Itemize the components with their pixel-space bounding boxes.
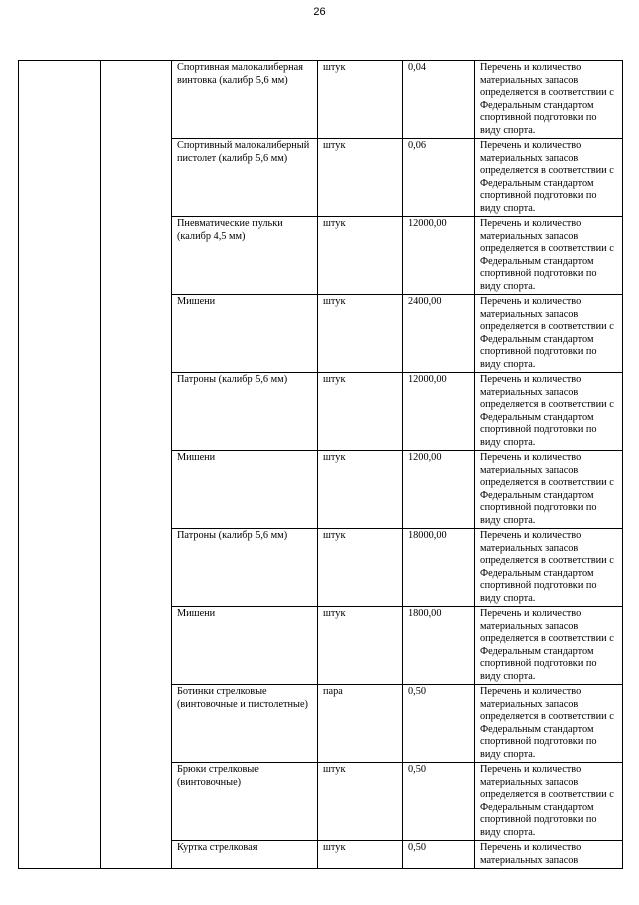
item-unit-cell: штук xyxy=(318,217,403,295)
item-unit-cell: штук xyxy=(318,61,403,139)
item-note-cell: Перечень и количество материальных запасов определяется в соответствии с Федеральным стандартом спортивной подготовки по виду спорта. xyxy=(475,763,623,841)
item-name-cell: Спортивная малокалиберная винтовка (калибр 5,6 мм) xyxy=(172,61,318,139)
item-unit-cell: штук xyxy=(318,139,403,217)
item-quantity-cell: 1800,00 xyxy=(403,607,475,685)
item-note-cell: Перечень и количество материальных запасов xyxy=(475,841,623,869)
item-unit-cell: штук xyxy=(318,295,403,373)
item-unit-cell: штук xyxy=(318,373,403,451)
item-quantity-cell: 0,04 xyxy=(403,61,475,139)
item-name-cell: Мишени xyxy=(172,295,318,373)
item-quantity-cell: 0,50 xyxy=(403,763,475,841)
empty-column-cell xyxy=(101,61,172,869)
item-name-cell: Пневматические пульки (калибр 4,5 мм) xyxy=(172,217,318,295)
item-quantity-cell: 12000,00 xyxy=(403,373,475,451)
item-unit-cell: штук xyxy=(318,607,403,685)
item-note-cell: Перечень и количество материальных запасов определяется в соответствии с Федеральным стандартом спортивной подготовки по виду спорта. xyxy=(475,295,623,373)
item-note-cell: Перечень и количество материальных запасов определяется в соответствии с Федеральным стандартом спортивной подготовки по виду спорта. xyxy=(475,217,623,295)
empty-column-cell xyxy=(19,61,101,869)
item-note-cell: Перечень и количество материальных запасов определяется в соответствии с Федеральным стандартом спортивной подготовки по виду спорта. xyxy=(475,607,623,685)
item-note-cell: Перечень и количество материальных запасов определяется в соответствии с Федеральным стандартом спортивной подготовки по виду спорта. xyxy=(475,685,623,763)
item-note-cell: Перечень и количество материальных запасов определяется в соответствии с Федеральным стандартом спортивной подготовки по виду спорта. xyxy=(475,139,623,217)
page-number: 26 xyxy=(313,6,326,18)
item-quantity-cell: 0,50 xyxy=(403,685,475,763)
item-name-cell: Мишени xyxy=(172,451,318,529)
item-quantity-cell: 1200,00 xyxy=(403,451,475,529)
item-quantity-cell: 0,50 xyxy=(403,841,475,869)
item-note-cell: Перечень и количество материальных запасов определяется в соответствии с Федеральным стандартом спортивной подготовки по виду спорта. xyxy=(475,61,623,139)
item-name-cell: Брюки стрелковые (винтовочные) xyxy=(172,763,318,841)
item-name-cell: Спортивный малокалиберный пистолет (калибр 5,6 мм) xyxy=(172,139,318,217)
item-name-cell: Патроны (калибр 5,6 мм) xyxy=(172,373,318,451)
item-unit-cell: штук xyxy=(318,451,403,529)
materials-table xyxy=(18,60,623,869)
item-name-cell: Ботинки стрелковые (винтовочные и пистолетные) xyxy=(172,685,318,763)
item-unit-cell: штук xyxy=(318,529,403,607)
item-note-cell: Перечень и количество материальных запасов определяется в соответствии с Федеральным стандартом спортивной подготовки по виду спорта. xyxy=(475,529,623,607)
item-note-cell: Перечень и количество материальных запасов определяется в соответствии с Федеральным стандартом спортивной подготовки по виду спорта. xyxy=(475,373,623,451)
item-quantity-cell: 18000,00 xyxy=(403,529,475,607)
item-name-cell: Мишени xyxy=(172,607,318,685)
item-quantity-cell: 2400,00 xyxy=(403,295,475,373)
item-quantity-cell: 12000,00 xyxy=(403,217,475,295)
table-row xyxy=(19,61,623,139)
item-unit-cell: штук xyxy=(318,763,403,841)
item-note-cell: Перечень и количество материальных запасов определяется в соответствии с Федеральным стандартом спортивной подготовки по виду спорта. xyxy=(475,451,623,529)
item-unit-cell: пара xyxy=(318,685,403,763)
item-quantity-cell: 0,06 xyxy=(403,139,475,217)
item-name-cell: Патроны (калибр 5,6 мм) xyxy=(172,529,318,607)
item-unit-cell: штук xyxy=(318,841,403,869)
item-name-cell: Куртка стрелковая xyxy=(172,841,318,869)
